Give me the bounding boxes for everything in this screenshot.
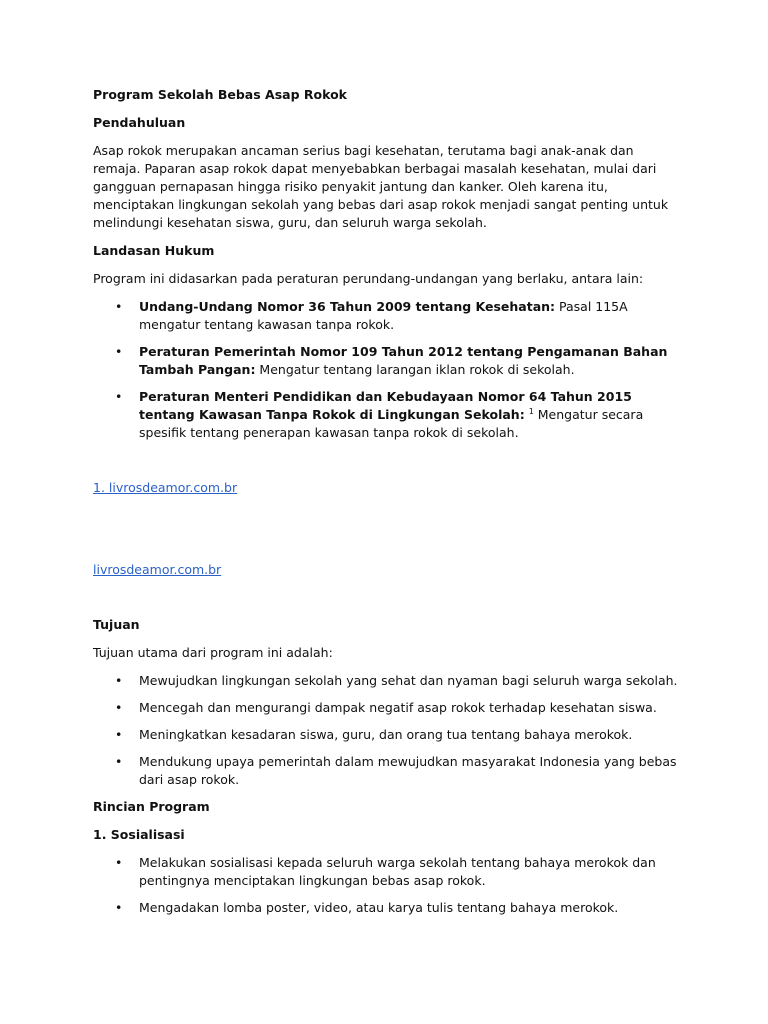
list-item-bold: Peraturan Menteri Pendidikan dan Kebudayaan Nomor 64 Tahun 2015 tentang Kawasan Tanpa Rokok di Lingkungan Sekolah: — [139, 389, 632, 422]
list-item: • Mendukung upaya pemerintah dalam mewujudkan masyarakat Indonesia yang bebas dari asap rokok. — [93, 753, 678, 789]
sosialisasi-list — [93, 854, 678, 917]
heading-rincian-program: Rincian Program — [93, 799, 210, 814]
landasan-intro: Program ini didasarkan pada peraturan perundang-undangan yang berlaku, antara lain: — [93, 271, 644, 286]
list-item-text: Mengatur tentang larangan iklan rokok di sekolah. — [255, 362, 575, 377]
heading-pendahuluan: Pendahuluan — [93, 115, 186, 130]
footnote-link[interactable]: 1. livrosdeamor.com.br — [93, 480, 238, 495]
document-page — [93, 86, 678, 926]
list-item: • Melakukan sosialisasi kepada seluruh warga sekolah tentang bahaya merokok dan pentingnya menciptakan lingkungan bebas asap rokok. — [93, 854, 678, 890]
landasan-list — [93, 298, 678, 442]
list-item: • Mewujudkan lingkungan sekolah yang sehat dan nyaman bagi seluruh warga sekolah. — [93, 672, 678, 690]
list-item-text: Pasal 115A mengatur tentang kawasan tanpa rokok. — [139, 299, 628, 332]
pendahuluan-paragraph: Asap rokok merupakan ancaman serius bagi kesehatan, terutama bagi anak-anak dan remaja. Paparan asap rokok dapat menyebabkan berbagai masalah kesehatan, mulai dari gangguan pernapasan hingga risiko penyakit jantung dan kanker. Oleh karena itu, menciptakan lingkungan sekolah yang bebas dari asap rokok menjadi sangat penting untuk melindungi kesehatan siswa, guru, dan seluruh warga sekolah. — [93, 143, 669, 230]
footnote-marker: 1 — [528, 407, 534, 416]
list-item: • Mencegah dan mengurangi dampak negatif asap rokok terhadap kesehatan siswa. — [93, 699, 678, 717]
source-link[interactable]: livrosdeamor.com.br — [93, 562, 222, 577]
list-item — [93, 298, 678, 334]
list-item — [93, 343, 678, 379]
list-item: • Mengadakan lomba poster, video, atau karya tulis tentang bahaya merokok. — [93, 899, 678, 917]
heading-landasan-hukum: Landasan Hukum — [93, 243, 215, 258]
tujuan-intro: Tujuan utama dari program ini adalah: — [93, 645, 333, 660]
heading-tujuan: Tujuan — [93, 617, 140, 632]
list-item — [93, 388, 678, 442]
list-item-bold: Peraturan Pemerintah Nomor 109 Tahun 2012 tentang Pengamanan Bahan Tambah Pangan: — [139, 344, 668, 377]
document-title: Program Sekolah Bebas Asap Rokok — [93, 87, 347, 102]
list-item-bold: Undang-Undang Nomor 36 Tahun 2009 tentang Kesehatan: — [139, 299, 556, 314]
list-item-text: Mengatur secara spesifik tentang penerapan kawasan tanpa rokok di sekolah. — [139, 407, 644, 440]
subheading-sosialisasi: 1. Sosialisasi — [93, 827, 185, 842]
list-item: • Meningkatkan kesadaran siswa, guru, dan orang tua tentang bahaya merokok. — [93, 726, 678, 744]
tujuan-list — [93, 672, 678, 789]
